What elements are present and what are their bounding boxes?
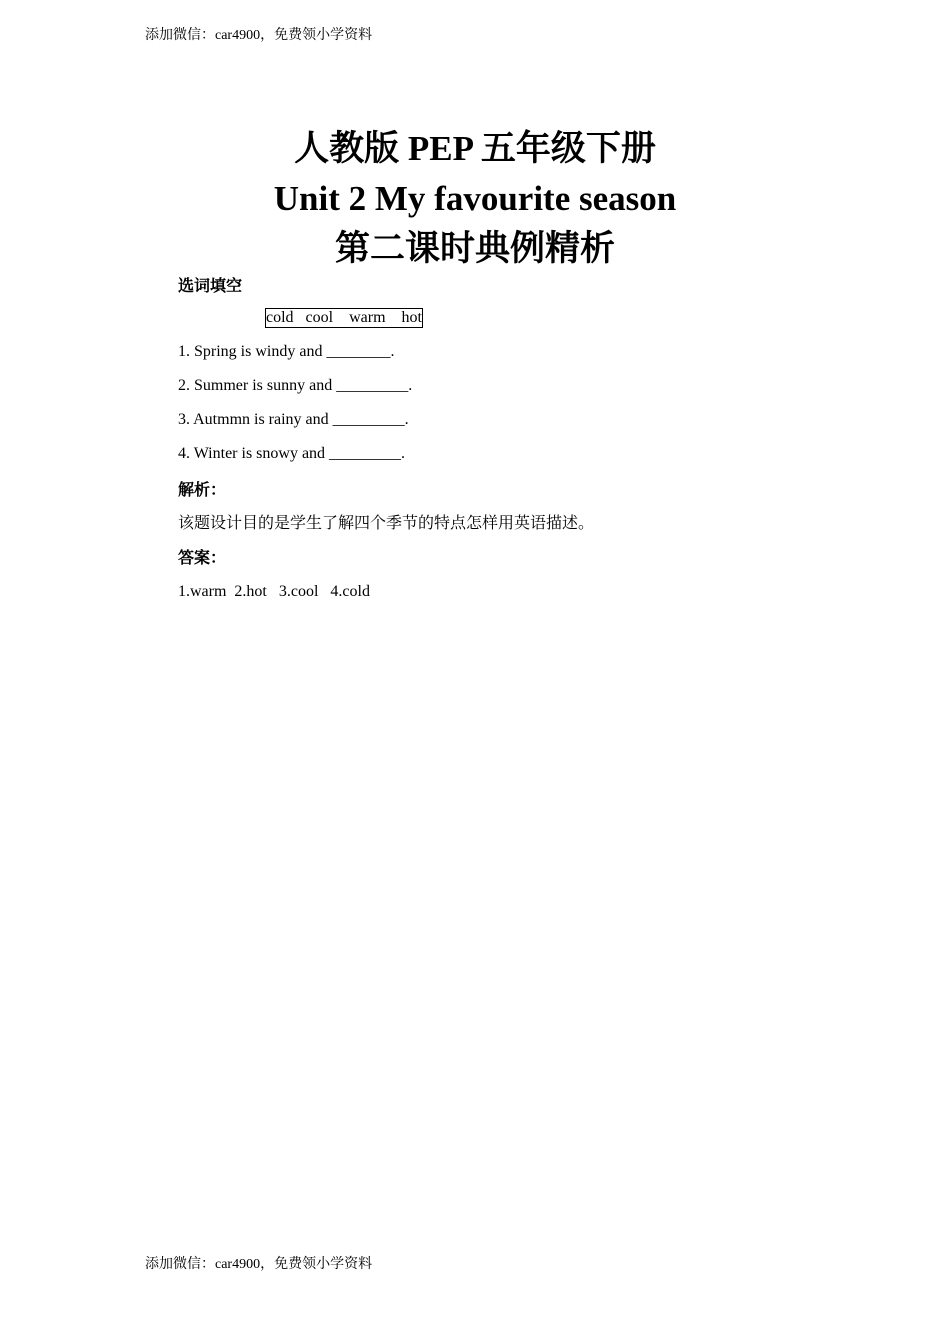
question-item: 3. Autmmn is rainy and _________. bbox=[178, 411, 409, 428]
question-item: 1. Spring is windy and ________. bbox=[178, 343, 395, 360]
answer-text: 1.warm 2.hot 3.cool 4.cold bbox=[178, 583, 370, 600]
title-line-grade: 人教版 PEP 五年级下册 bbox=[294, 129, 656, 168]
answer-heading: 答案： bbox=[178, 548, 227, 567]
question-item: 2. Summer is sunny and _________. bbox=[178, 377, 413, 394]
exercise-heading: 选词填空 bbox=[178, 276, 243, 295]
document-body bbox=[178, 274, 818, 604]
word-bank-row bbox=[265, 308, 818, 328]
analysis-text: 该题设计目的是学生了解四个季节的特点怎样用英语描述。 bbox=[178, 515, 595, 532]
question-item: 4. Winter is snowy and _________. bbox=[178, 445, 406, 462]
word-bank-box: cold cool warm hot bbox=[266, 309, 422, 326]
footer-note: 添加微信：car4900，免费领小学资料 bbox=[145, 1257, 373, 1272]
analysis-heading: 解析： bbox=[178, 480, 227, 499]
title-line-unit: Unit 2 My favourite season bbox=[273, 179, 677, 218]
title-line-lesson: 第二课时典例精析 bbox=[334, 229, 615, 268]
header-note: 添加微信：car4900，免费领小学资料 bbox=[145, 28, 373, 43]
